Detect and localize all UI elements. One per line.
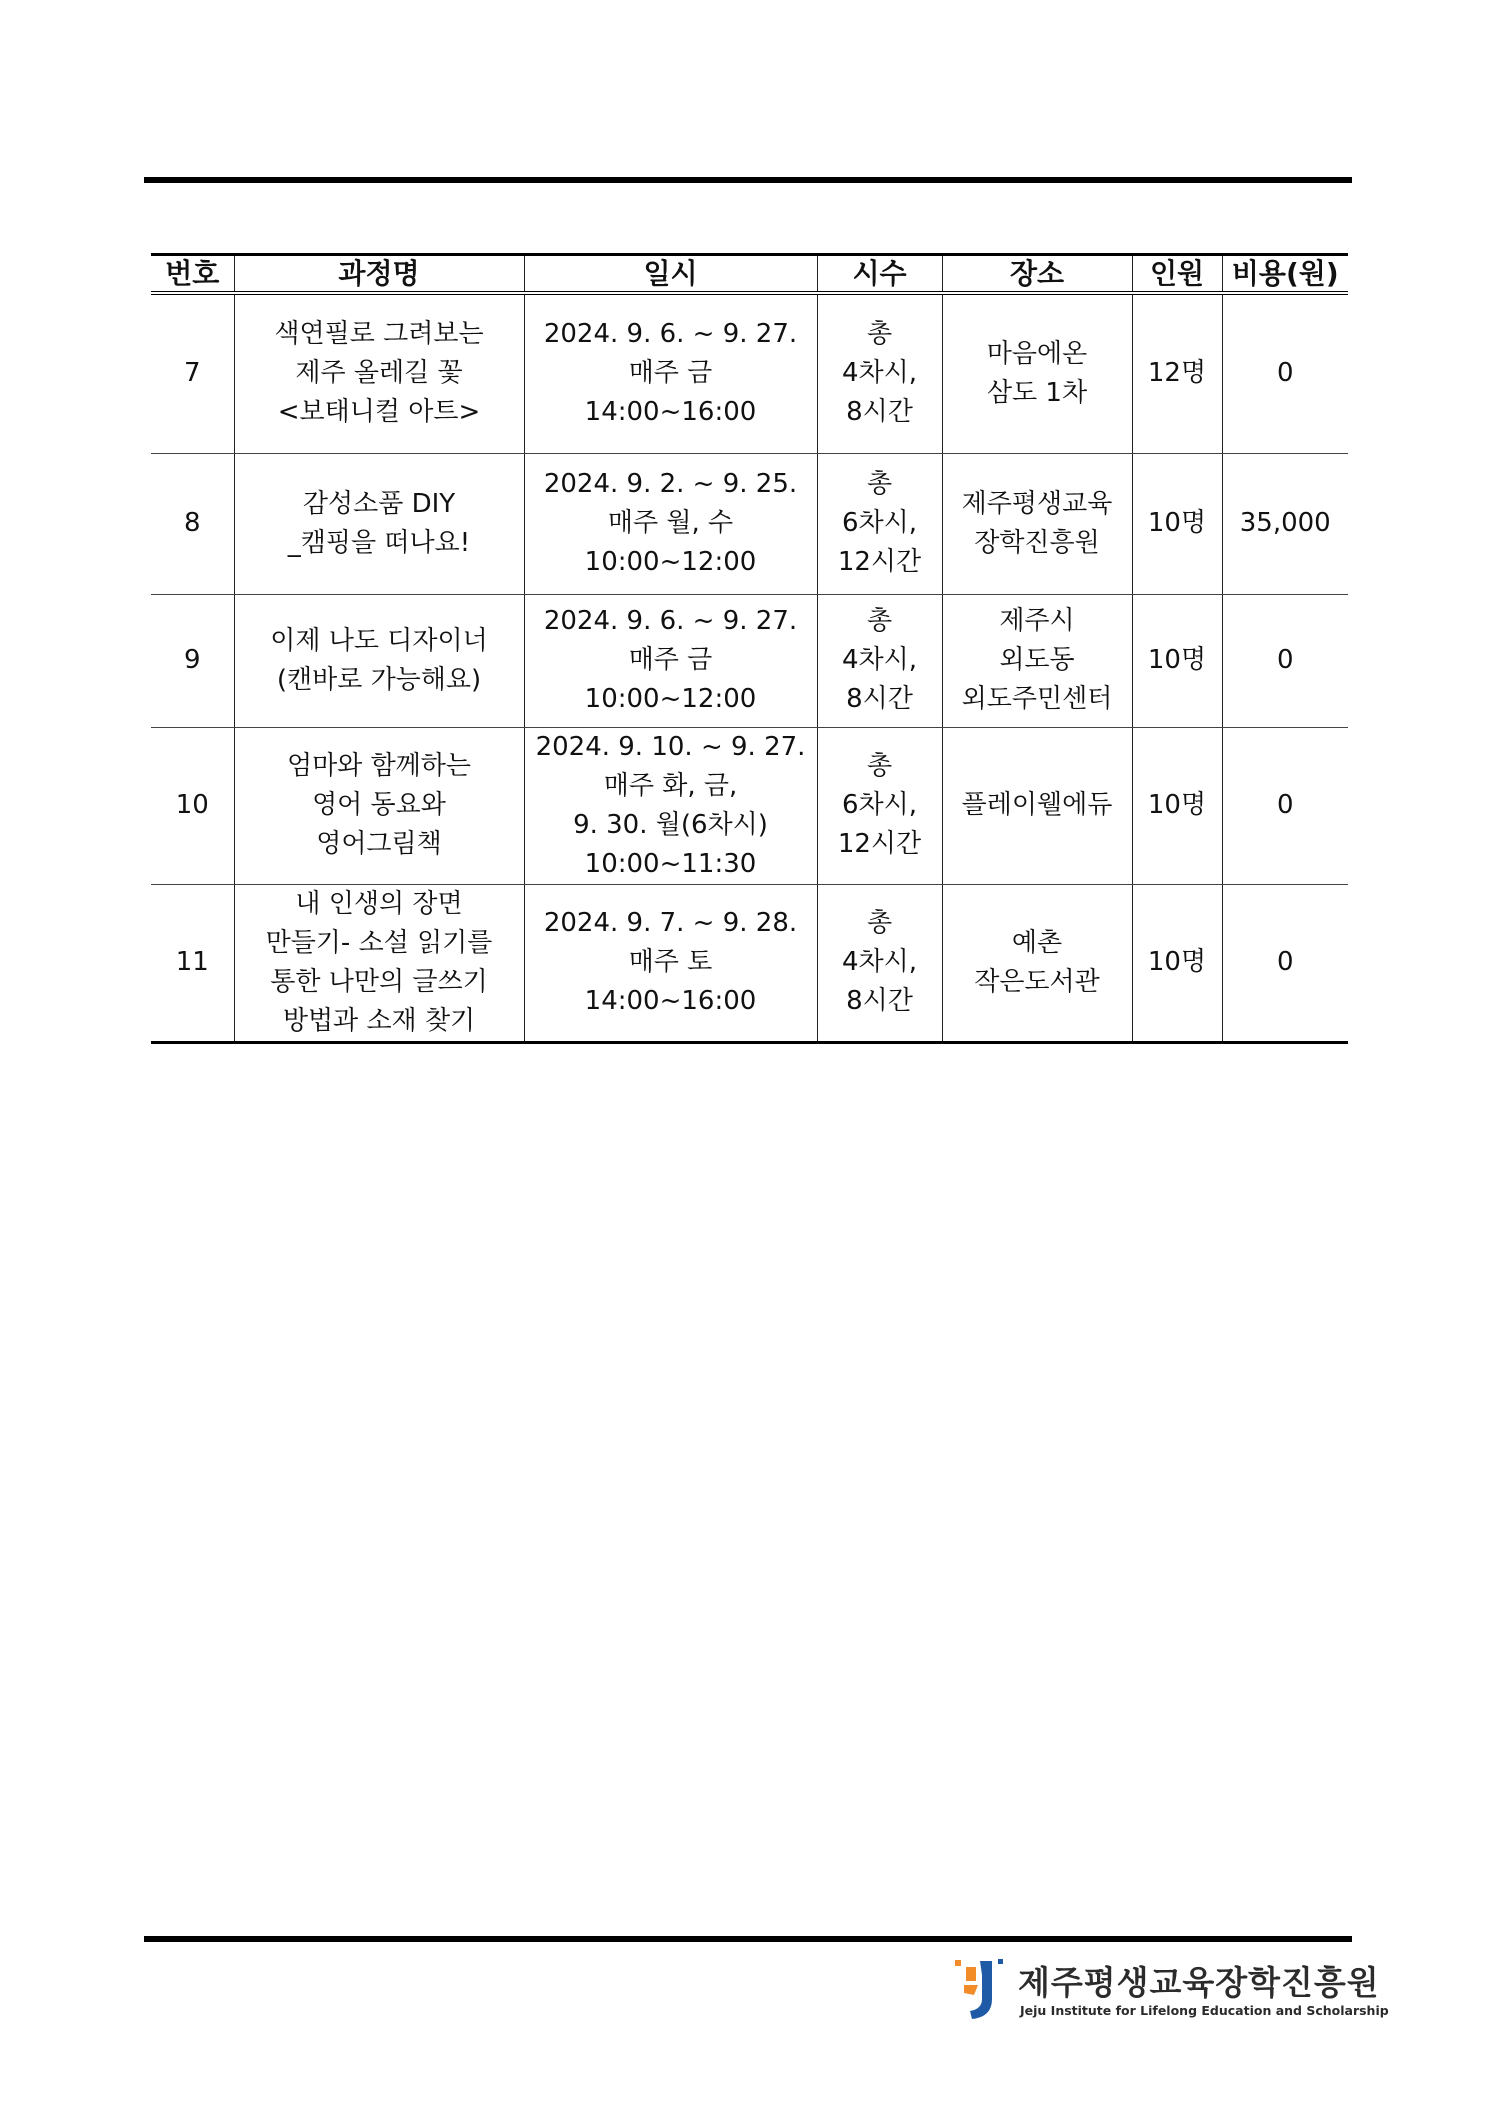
- cell-fee: 0: [1222, 293, 1348, 453]
- cell-course: 감성소품 DIY _캠핑을 떠나요!: [234, 453, 524, 594]
- cell-fee: 0: [1222, 594, 1348, 727]
- cell-capacity: 10명: [1132, 727, 1222, 884]
- cell-datetime: 2024. 9. 2. ~ 9. 25. 매주 월, 수 10:00~12:00: [524, 453, 817, 594]
- header-datetime: 일시: [524, 255, 817, 294]
- organization-name-english: Jeju Institute for Lifelong Education and Scholarship: [1020, 2003, 1389, 2018]
- cell-capacity: 10명: [1132, 594, 1222, 727]
- cell-place: 플레이웰에듀: [942, 727, 1132, 884]
- cell-course: 색연필로 그려보는 제주 올레길 꽃 <보태니컬 아트>: [234, 293, 524, 453]
- table-row: [151, 453, 1348, 594]
- cell-number: 8: [151, 453, 234, 594]
- cell-datetime: 2024. 9. 6. ~ 9. 27. 매주 금 14:00~16:00: [524, 293, 817, 453]
- header-capacity: 인원: [1132, 255, 1222, 294]
- cell-number: 11: [151, 884, 234, 1042]
- cell-hours: 총 6차시, 12시간: [817, 453, 942, 594]
- table-row: [151, 884, 1348, 1042]
- cell-number: 7: [151, 293, 234, 453]
- cell-place: 제주시 외도동 외도주민센터: [942, 594, 1132, 727]
- cell-hours: 총 4차시, 8시간: [817, 293, 942, 453]
- cell-hours: 총 6차시, 12시간: [817, 727, 942, 884]
- cell-number: 10: [151, 727, 234, 884]
- cell-capacity: 10명: [1132, 884, 1222, 1042]
- cell-number: 9: [151, 594, 234, 727]
- table-header-row: [151, 255, 1348, 294]
- cell-fee: 0: [1222, 884, 1348, 1042]
- header-fee: 비용(원): [1222, 255, 1348, 294]
- organization-name: 제주평생교육장학진흥원: [1018, 1963, 1380, 2002]
- header-course: 과정명: [234, 255, 524, 294]
- cell-place: 마음에온 삼도 1차: [942, 293, 1132, 453]
- cell-place: 제주평생교육 장학진흥원: [942, 453, 1132, 594]
- cell-fee: 0: [1222, 727, 1348, 884]
- header-number: 번호: [151, 255, 234, 294]
- cell-fee: 35,000: [1222, 453, 1348, 594]
- cell-course: 내 인생의 장면 만들기- 소설 읽기를 통한 나만의 글쓰기 방법과 소재 찾기: [234, 884, 524, 1042]
- bottom-divider: [144, 1936, 1352, 1942]
- cell-datetime: 2024. 9. 6. ~ 9. 27. 매주 금 10:00~12:00: [524, 594, 817, 727]
- logo-mark-icon: [952, 1955, 1008, 2023]
- cell-hours: 총 4차시, 8시간: [817, 884, 942, 1042]
- cell-capacity: 10명: [1132, 453, 1222, 594]
- program-schedule-table: [151, 253, 1348, 1044]
- cell-course: 엄마와 함께하는 영어 동요와 영어그림책: [234, 727, 524, 884]
- cell-place: 예촌 작은도서관: [942, 884, 1132, 1042]
- top-divider: [144, 177, 1352, 183]
- organization-logo: [952, 1955, 1389, 2023]
- table-row: [151, 727, 1348, 884]
- cell-datetime: 2024. 9. 7. ~ 9. 28. 매주 토 14:00~16:00: [524, 884, 817, 1042]
- cell-datetime: 2024. 9. 10. ~ 9. 27. 매주 화, 금, 9. 30. 월(6차시) 10:00~11:30: [524, 727, 817, 884]
- cell-course: 이제 나도 디자이너 (캔바로 가능해요): [234, 594, 524, 727]
- table-row: [151, 293, 1348, 453]
- table-row: [151, 594, 1348, 727]
- cell-capacity: 12명: [1132, 293, 1222, 453]
- cell-hours: 총 4차시, 8시간: [817, 594, 942, 727]
- header-place: 장소: [942, 255, 1132, 294]
- header-hours: 시수: [817, 255, 942, 294]
